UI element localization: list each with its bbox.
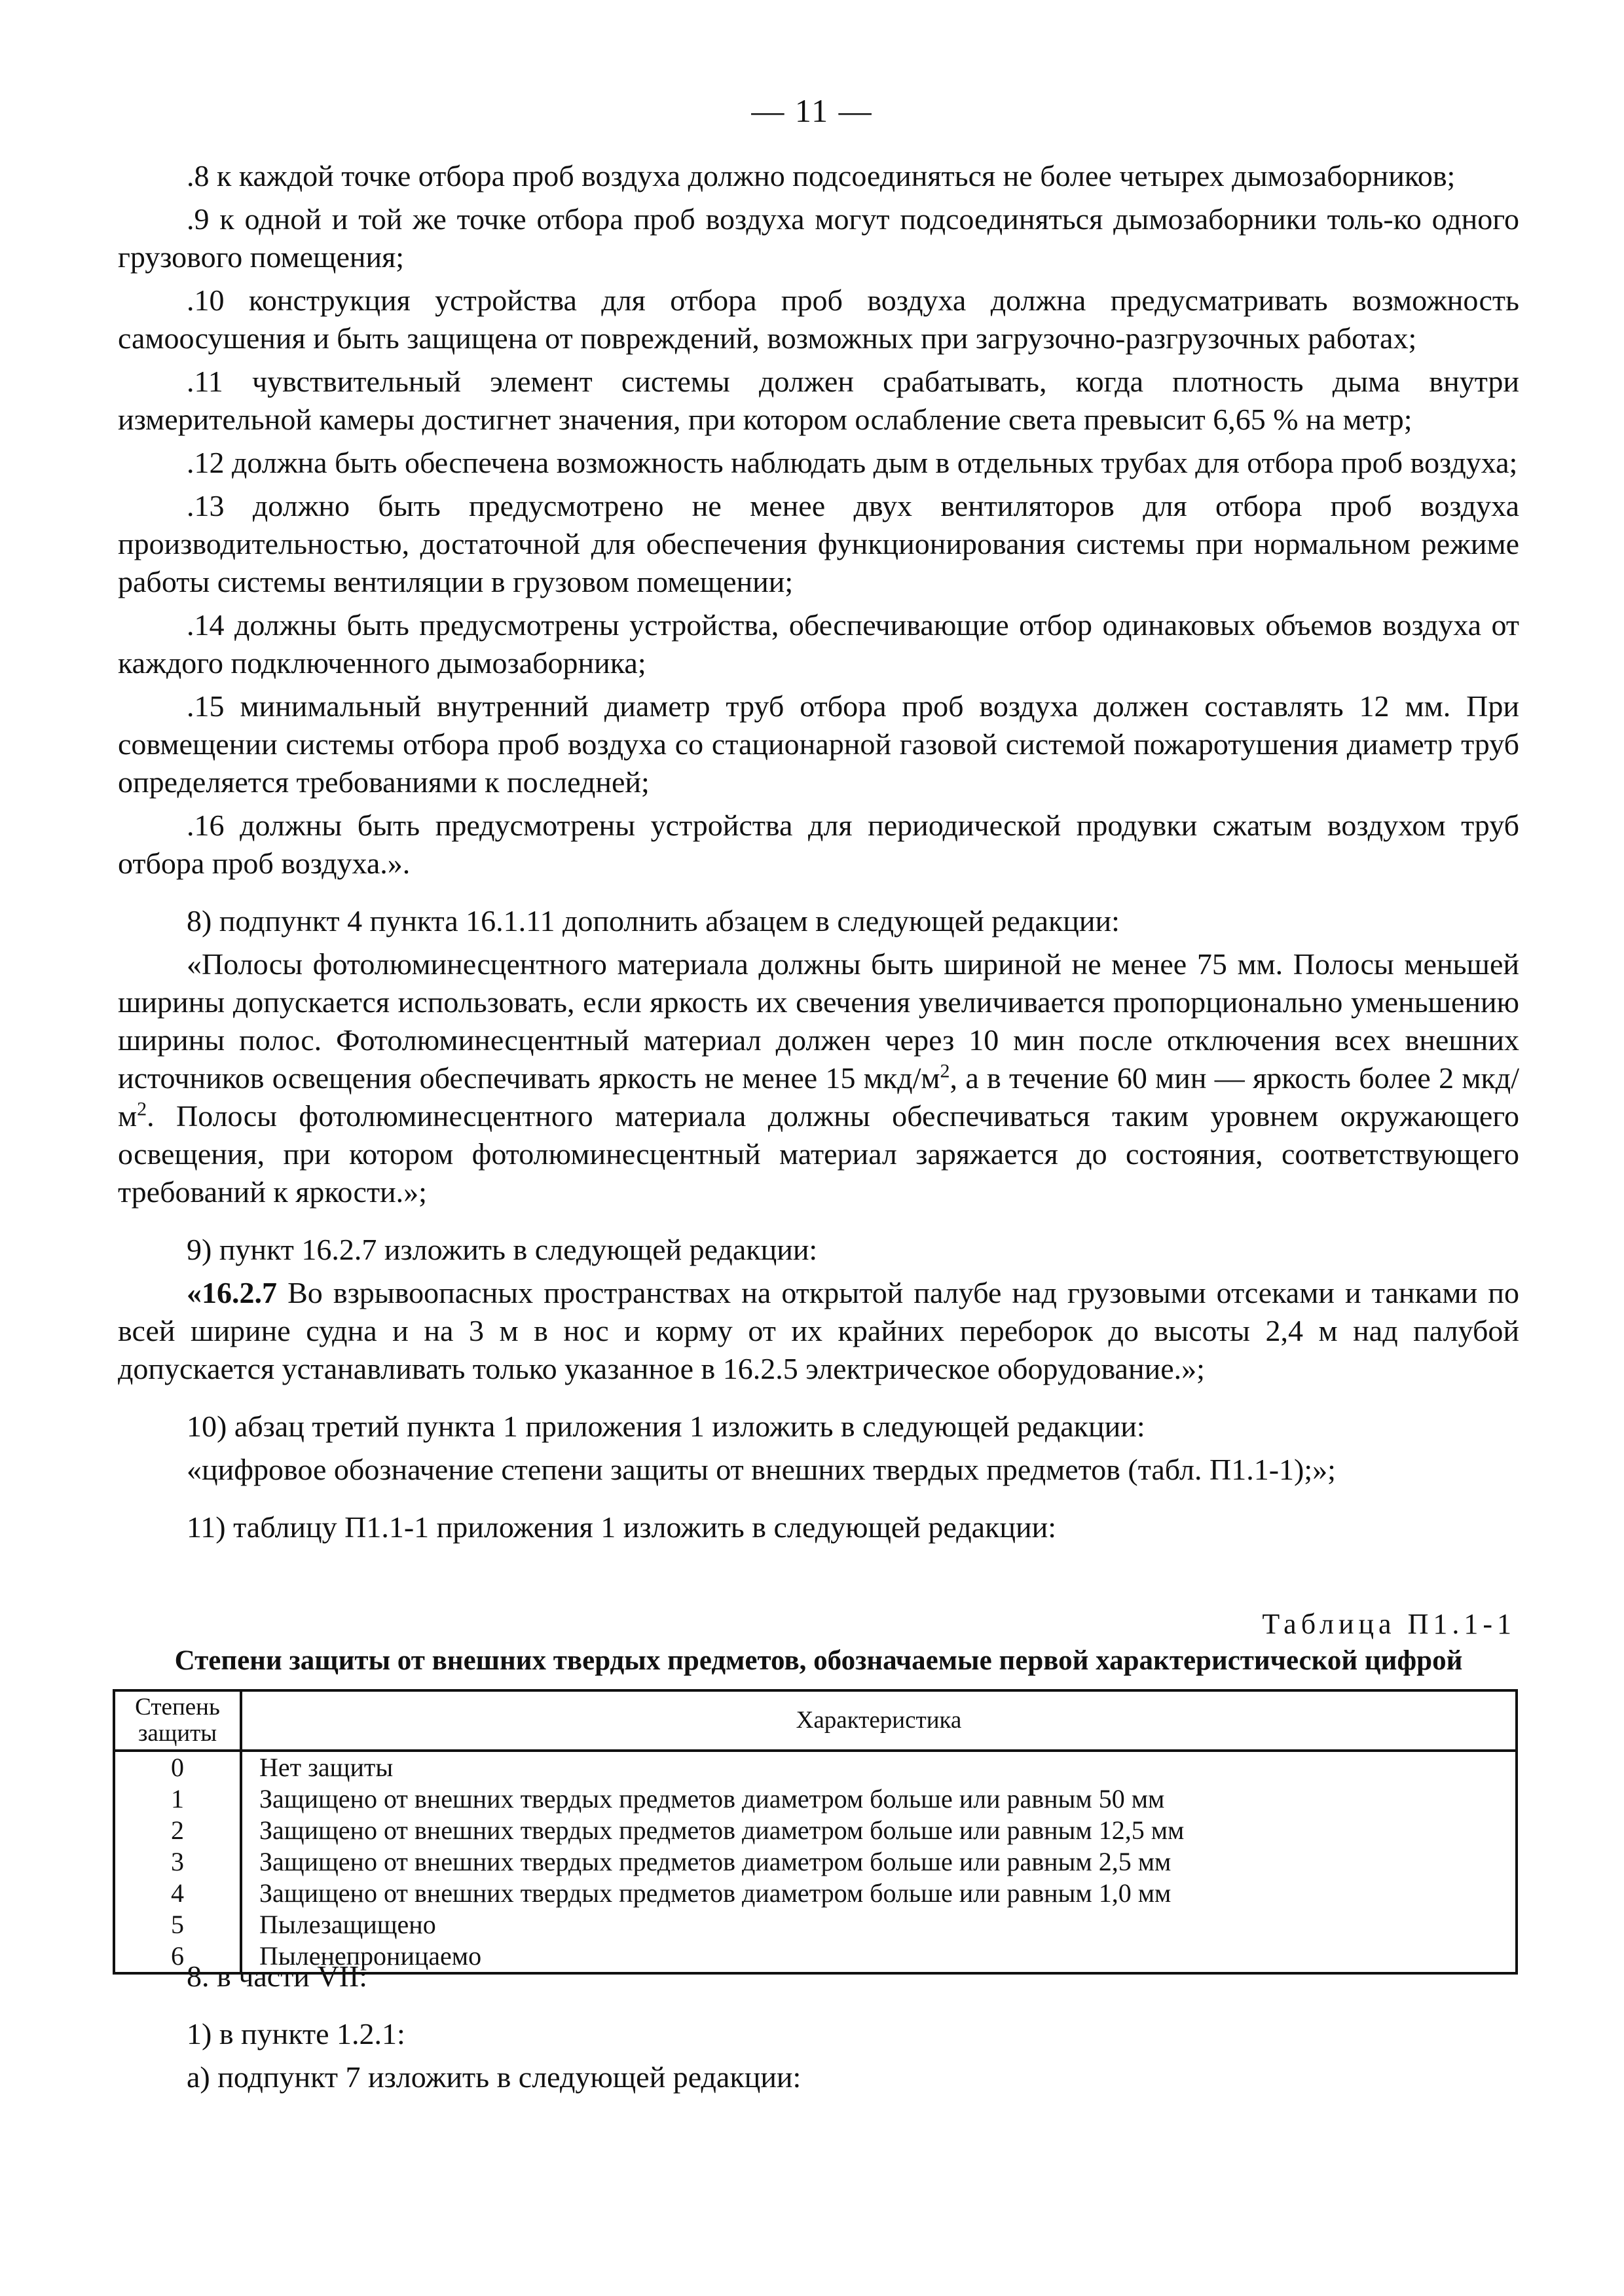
cell-characteristic: Защищено от внешних твердых предметов диаметром больше или равным 50 мм xyxy=(259,1784,1165,1813)
cell-degree: 0 xyxy=(114,1751,241,1783)
header-characteristic: Характеристика xyxy=(241,1690,1517,1751)
table-row xyxy=(114,1878,1517,1909)
item-9-heading: 9) пункт 16.2.7 изложить в следующей редакции: xyxy=(187,1233,818,1266)
table-row xyxy=(114,1783,1517,1815)
after-table-text xyxy=(118,1958,1519,2102)
protection-table xyxy=(113,1689,1518,1975)
table-row xyxy=(114,1751,1517,1783)
table-title: Степени защиты от внешних твердых предметов, обозначаемые первой характеристической цифрой xyxy=(174,1645,1463,1676)
item-9-text: «16.2.7 Во взрывоопасных пространствах на открытой палубе над грузовыми отсеками и танками по всей ширине судна и на 3 м в нос и корму от их крайних переборок до высоты 2,4 м над палубой допускается устанавливать только указанное в 16.2.5 электрическое оборудование.»; xyxy=(118,1276,1519,1385)
paragraph: .8 к каждой точке отбора проб воздуха должно подсоединяться не более четырех дымозаборников; xyxy=(187,159,1456,192)
cell-characteristic: Защищено от внешних твердых предметов диаметром больше или равным 1,0 мм xyxy=(259,1878,1172,1908)
paragraph: .14 должны быть предусмотрены устройства, обеспечивающие отбор одинаковых объемов воздуха от каждого подключенного дымозаборника; xyxy=(118,608,1519,680)
paragraph: .15 минимальный внутренний диаметр труб отбора проб воздуха должен составлять 12 мм. При совмещении системы отбора проб воздуха со стационарной газовой системой пожаротушения диаметр труб определяется требованиями к последней; xyxy=(118,689,1519,799)
cell-degree: 1 xyxy=(114,1783,241,1815)
item-10-heading: 10) абзац третий пункта 1 приложения 1 изложить в следующей редакции: xyxy=(187,1410,1145,1443)
paragraph: .9 к одной и той же точке отбора проб воздуха могут подсоединяться дымозаборники толь-ко одного грузового помещения; xyxy=(118,202,1519,274)
cell-degree: 6 xyxy=(114,1941,241,1973)
header-degree: Степень защиты xyxy=(114,1690,241,1751)
cell-characteristic: Защищено от внешних твердых предметов диаметром больше или равным 12,5 мм xyxy=(259,1815,1185,1845)
cell-degree: 3 xyxy=(114,1846,241,1878)
table-label: Таблица П1.1-1 xyxy=(1262,1608,1516,1640)
table-row xyxy=(114,1909,1517,1941)
quote-paragraph: «Полосы фотолюминесцентного материала должны быть шириной не менее 75 мм. Полосы меньшей ширины допускается использовать, если яркость их свечения увеличивается пропорционально уменьшению ширины полос. Фотолюминесцентный материал должен через 10 мин после отключения всех внешних источников освещения обеспечивать яркость не менее 15 мкд/$м^2$, а в течение 60 мин — яркость более 2 мкд/$м^2$. Полосы фотолюминесцентного материала должны обеспечиваться таким уровнем окружающего освещения, при котором фотолюминесцентный материал заряжается до состояния, соответствующего требований к яркости.»; xyxy=(118,947,1519,1209)
subitem-text: а) подпункт 7 изложить в следующей редакции: xyxy=(187,2060,802,2094)
paragraph: .10 конструкция устройства для отбора проб воздуха должна предусматривать возможность самоосушения и быть защищена от повреждений, возможных при загрузочно-разгрузочных работах; xyxy=(118,283,1519,355)
part-heading: 8. в части VII: xyxy=(187,1959,368,1993)
item-8-heading: 8) подпункт 4 пункта 16.1.11 дополнить абзацем в следующей редакции: xyxy=(187,904,1120,938)
cell-characteristic: Пыленепроницаемо xyxy=(259,1941,482,1971)
cell-degree: 2 xyxy=(114,1815,241,1846)
table-row xyxy=(114,1815,1517,1846)
table-header-row xyxy=(114,1690,1517,1751)
cell-degree: 4 xyxy=(114,1878,241,1909)
page-number: — 11 — xyxy=(751,92,873,129)
paragraph: .16 должны быть предусмотрены устройства для периодической продувки сжатым воздухом труб отбора проб воздуха.». xyxy=(118,809,1519,880)
paragraph: .11 чувствительный элемент системы должен срабатывать, когда плотность дыма внутри измерительной камеры достигнет значения, при котором ослабление света превысит 6,65 % на метр; xyxy=(118,365,1519,436)
item-10-text: «цифровое обозначение степени защиты от внешних твердых предметов (табл. П1.1-1);»; xyxy=(187,1453,1336,1486)
paragraph: .13 должно быть предусмотрено не менее двух вентиляторов для отбора проб воздуха производительностью, достаточной для обеспечения функционирования системы при нормальном режиме работы системы вентиляции в грузовом помещении; xyxy=(118,489,1519,598)
table-row xyxy=(114,1846,1517,1878)
cell-characteristic: Защищено от внешних твердых предметов диаметром больше или равным 2,5 мм xyxy=(259,1847,1172,1876)
cell-degree: 5 xyxy=(114,1909,241,1941)
paragraph: .12 должна быть обеспечена возможность наблюдать дым в отдельных трубах для отбора проб воздуха; xyxy=(187,446,1518,479)
document-body xyxy=(118,157,1519,1552)
cell-characteristic: Нет защиты xyxy=(259,1753,394,1782)
cell-characteristic: Пылезащищено xyxy=(259,1910,436,1939)
item-11-heading: 11) таблицу П1.1-1 приложения 1 изложить в следующей редакции: xyxy=(187,1510,1057,1544)
subitem-heading: 1) в пункте 1.2.1: xyxy=(187,2017,405,2050)
